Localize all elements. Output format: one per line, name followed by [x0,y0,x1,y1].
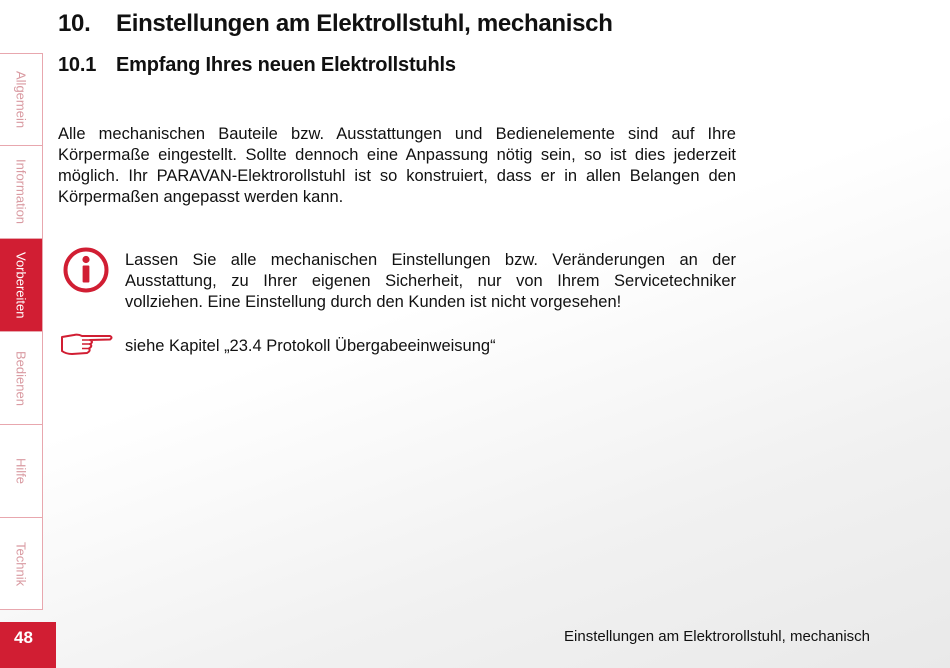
footer-title: Einstellungen am Elektrorollstuhl, mechanisch [564,628,870,645]
chapter-reference: siehe Kapitel „23.4 Protokoll Übergabeeinweisung“ [125,337,496,355]
tab-hilfe[interactable] [0,425,42,518]
info-circle-icon [63,247,109,293]
page-number: 48 [0,622,56,668]
tab-label: Technik [13,541,29,587]
section-title: Empfang Ihres neuen Elektrollstuhls [116,54,456,76]
tab-label: Bedienen [13,350,29,406]
tab-label: Vorbereiten [13,251,29,319]
tab-technik[interactable] [0,518,42,610]
tab-label: Information [13,159,29,225]
intro-paragraph: Alle mechanischen Bauteile bzw. Ausstattungen und Bedienelemente sind auf Ihre Körpermaße eingestellt. Sollte dennoch eine Anpassung nötig sein, so ist dies jederzeit möglich. Ihr PARAVAN-Elektrorollstuhl ist so konstruiert, dass er in allen Belangen den Körpermaßen angepasst werden kann. [58,125,736,206]
tab-vorbereiten[interactable] [0,239,42,332]
pointing-hand-icon [60,331,114,359]
chapter-number: 10. [58,10,91,37]
tab-label: Hilfe [13,457,29,484]
tab-allgemein[interactable] [0,54,42,146]
section-tab-bar [0,53,43,610]
tab-information[interactable] [0,146,42,239]
chapter-title: Einstellungen am Elektrollstuhl, mechanisch [116,10,613,37]
chapter-heading [58,10,613,38]
tab-label: Allgemein [13,70,29,129]
tab-bedienen[interactable] [0,332,42,425]
section-number: 10.1 [58,54,97,76]
safety-note: Lassen Sie alle mechanischen Einstellungen bzw. Veränderungen an der Ausstattung, zu Ihrer eigenen Sicherheit, nur von Ihrem Servicetechniker vollziehen. Eine Einstellung durch den Kunden ist nicht vorgesehen! [125,251,736,311]
section-heading [58,54,456,77]
